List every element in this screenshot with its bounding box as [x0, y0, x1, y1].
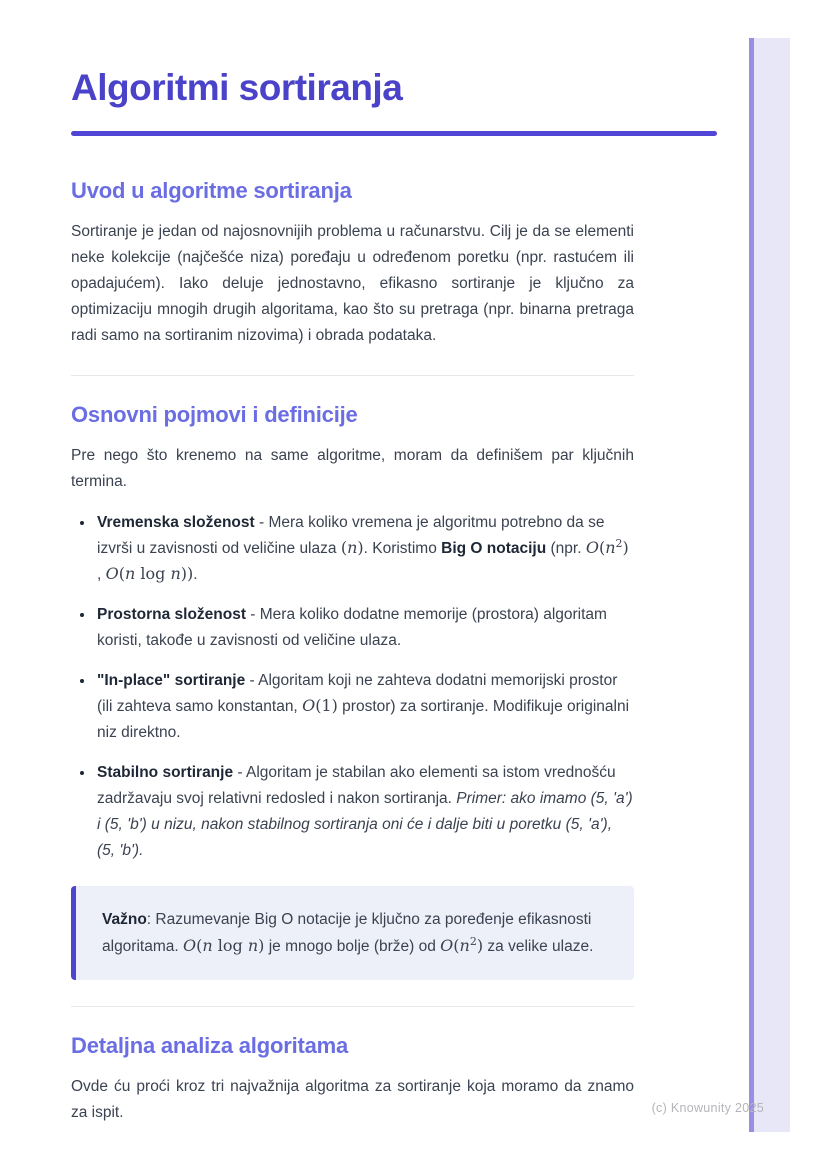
title-underline-rule: [71, 131, 717, 136]
copyright-watermark: (c) Knowunity 2025: [651, 1101, 764, 1115]
page-content: [71, 0, 717, 1126]
section-divider: [71, 1006, 634, 1007]
section-heading-concepts: Osnovni pojmovi i definicije: [71, 402, 358, 427]
section-heading-analysis: Detaljna analiza algoritama: [71, 1033, 349, 1058]
callout-text: Važno: Razumevanje Big O notacije je ključno za poređenje efikasnosti algoritama. O(n log n) je mnogo bolje (brže) od $O(n^2)$ za velike ulaze.: [102, 911, 594, 955]
intro-paragraph: Sortiranje je jedan od najosnovnijih problema u računarstvu. Cilj je da se elementi neke kolekcije (najčešće niza) poređaju u određenom poretku (npr. rastućem ili opadajućem). Iako deluje jednostavno, efikasno sortiranje je ključno za optimizaciju mnogih drugih algoritama, kao što su pretraga (npr. binarna pretraga radi samo na sortiranim nizovima) i obrada podataka.: [71, 223, 634, 344]
list-item-prostorna-slozenost: • Prostorna složenost - Mera koliko dodatne memorije (prostora) algoritam koristi, takođe u zavisnosti od veličine ulaza.: [95, 601, 634, 654]
callout-vazno: [71, 886, 634, 980]
page-edge-strip: [749, 38, 790, 1132]
list-item-stabilno-sortiranje: • Stabilno sortiranje - Algoritam je stabilan ako elementi sa istom vrednošću zadržavaju svoj relativni redosled i nakon sortiranja. Primer: ako imamo (5, 'a') i (5, 'b') u nizu, nakon stabilnog sortiranja oni će i dalje biti u poretku (5, 'a'), (5, 'b').: [95, 759, 634, 864]
concepts-lead-paragraph: Pre nego što krenemo na same algoritme, moram da definišem par ključnih termina.: [71, 447, 634, 490]
section-heading-intro: Uvod u algoritme sortiranja: [71, 178, 352, 203]
concepts-list: [71, 509, 634, 864]
section-divider: [71, 375, 634, 376]
list-item-in-place-sortiranje: • "In-place" sortiranje - Algoritam koji ne zahteva dodatni memorijski prostor (ili zahteva samo konstantan, O(1) prostor) za sortiranje. Modifikuje originalni niz direktno.: [95, 667, 634, 746]
analysis-paragraph: Ovde ću proći kroz tri najvažnija algoritma za sortiranje koja moramo da znamo za ispit.: [71, 1078, 634, 1121]
page-title: Algoritmi sortiranja: [71, 67, 403, 108]
list-item-vremenska-slozenost: • Vremenska složenost - Mera koliko vremena je algoritmu potrebno da se izvrši u zavisnosti od veličine ulaza (n). Koristimo Big O notaciju (npr. $O(n^2)$ , O(n log n)).: [95, 509, 634, 588]
